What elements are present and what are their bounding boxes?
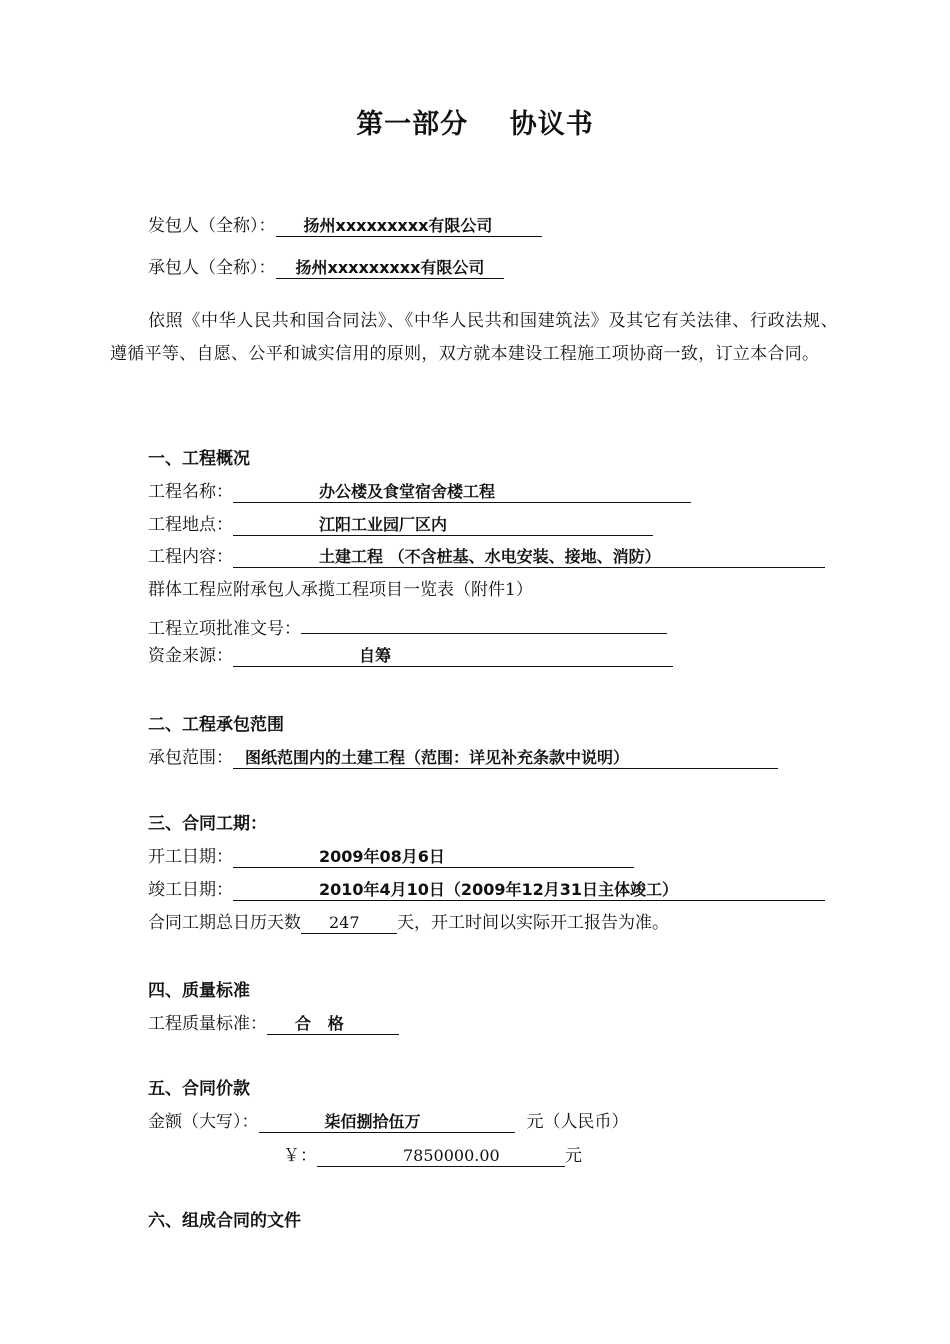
scope-field bbox=[233, 747, 778, 769]
amount-figures-label: ￥： bbox=[283, 1146, 317, 1166]
duration-field bbox=[301, 912, 397, 934]
quality-label: 工程质量标准： bbox=[148, 1014, 267, 1034]
start-date-label: 开工日期： bbox=[148, 847, 233, 867]
project-location-line bbox=[148, 514, 653, 536]
funding-field bbox=[233, 645, 673, 667]
scope-label: 承包范围： bbox=[148, 748, 233, 768]
project-name-field bbox=[233, 481, 691, 503]
intro-paragraph: 依照《中华人民共和国合同法》、《中华人民共和国建筑法》及其它有关法律、行政法规、遵循平等、自愿、公平和诚实信用的原则，双方就本建设工程施工项协商一致，订立本合同。 bbox=[110, 311, 838, 364]
amount-words-line bbox=[148, 1111, 629, 1133]
duration-suffix: 天，开工时间以实际开工报告为准。 bbox=[397, 913, 669, 933]
project-location-value: 江阳工业园厂区内 bbox=[319, 515, 448, 534]
section4-heading: 四、质量标准 bbox=[148, 981, 250, 1001]
duration-value: 247 bbox=[329, 913, 360, 932]
contractor-label: 承包人（全称）： bbox=[148, 258, 276, 278]
end-date-label: 竣工日期： bbox=[148, 880, 233, 900]
approval-field bbox=[301, 612, 667, 634]
contractor-line bbox=[148, 257, 504, 279]
group-note: 群体工程应附承包人承揽工程项目一览表（附件1） bbox=[148, 580, 533, 600]
employer-label: 发包人（全称）： bbox=[148, 216, 276, 236]
amount-words-value: 柒佰捌拾伍万 bbox=[324, 1112, 421, 1131]
section1-heading: 一、工程概况 bbox=[148, 449, 250, 469]
start-date-field bbox=[233, 846, 634, 868]
project-name-label: 工程名称： bbox=[148, 482, 233, 502]
funding-value: 自筹 bbox=[359, 646, 392, 665]
amount-figures-unit: 元 bbox=[565, 1146, 582, 1166]
amount-words-unit: 元（人民币） bbox=[526, 1112, 629, 1132]
start-date-value: 2009年08月6日 bbox=[319, 847, 445, 866]
project-content-field bbox=[233, 546, 825, 568]
funding-label: 资金来源： bbox=[148, 646, 233, 666]
end-date-value: 2010年4月10日（2009年12月31日主体竣工） bbox=[319, 880, 678, 899]
amount-figures-value: 7850000.00 bbox=[403, 1146, 500, 1165]
approval-line bbox=[148, 612, 667, 640]
employer-line bbox=[148, 215, 542, 237]
quality-line bbox=[148, 1013, 399, 1035]
project-name-value: 办公楼及食堂宿舍楼工程 bbox=[319, 482, 496, 501]
quality-value: 合 格 bbox=[295, 1014, 344, 1033]
duration-line bbox=[148, 912, 669, 934]
project-content-label: 工程内容： bbox=[148, 547, 233, 567]
contractor-value: 扬州xxxxxxxxx有限公司 bbox=[295, 258, 485, 277]
start-date-line bbox=[148, 846, 634, 868]
employer-field bbox=[276, 215, 542, 237]
end-date-field bbox=[233, 879, 825, 901]
duration-prefix: 合同工期总日历天数 bbox=[148, 913, 301, 933]
scope-line bbox=[148, 747, 778, 769]
amount-words-label: 金额（大写）： bbox=[148, 1112, 259, 1132]
project-content-line bbox=[148, 546, 825, 568]
contractor-field bbox=[276, 257, 504, 279]
section3-heading: 三、合同工期： bbox=[148, 814, 267, 834]
page-title: 第一部分 协议书 bbox=[356, 109, 594, 140]
end-date-line bbox=[148, 879, 825, 901]
project-content-value: 土建工程 （不含桩基、水电安装、接地、消防） bbox=[319, 547, 661, 566]
approval-label: 工程立项批准文号： bbox=[148, 619, 301, 639]
project-name-line bbox=[148, 481, 691, 503]
employer-value: 扬州xxxxxxxxx有限公司 bbox=[303, 216, 493, 235]
project-location-label: 工程地点： bbox=[148, 515, 233, 535]
amount-figures-line bbox=[283, 1145, 582, 1167]
amount-words-field bbox=[259, 1111, 515, 1133]
quality-field bbox=[267, 1013, 399, 1035]
project-location-field bbox=[233, 514, 653, 536]
funding-line bbox=[148, 645, 673, 667]
scope-value: 图纸范围内的土建工程（范围：详见补充条款中说明） bbox=[245, 748, 630, 767]
section6-heading: 六、组成合同的文件 bbox=[148, 1211, 301, 1231]
amount-figures-field bbox=[317, 1145, 565, 1167]
section2-heading: 二、工程承包范围 bbox=[148, 715, 284, 735]
section5-heading: 五、合同价款 bbox=[148, 1079, 250, 1099]
